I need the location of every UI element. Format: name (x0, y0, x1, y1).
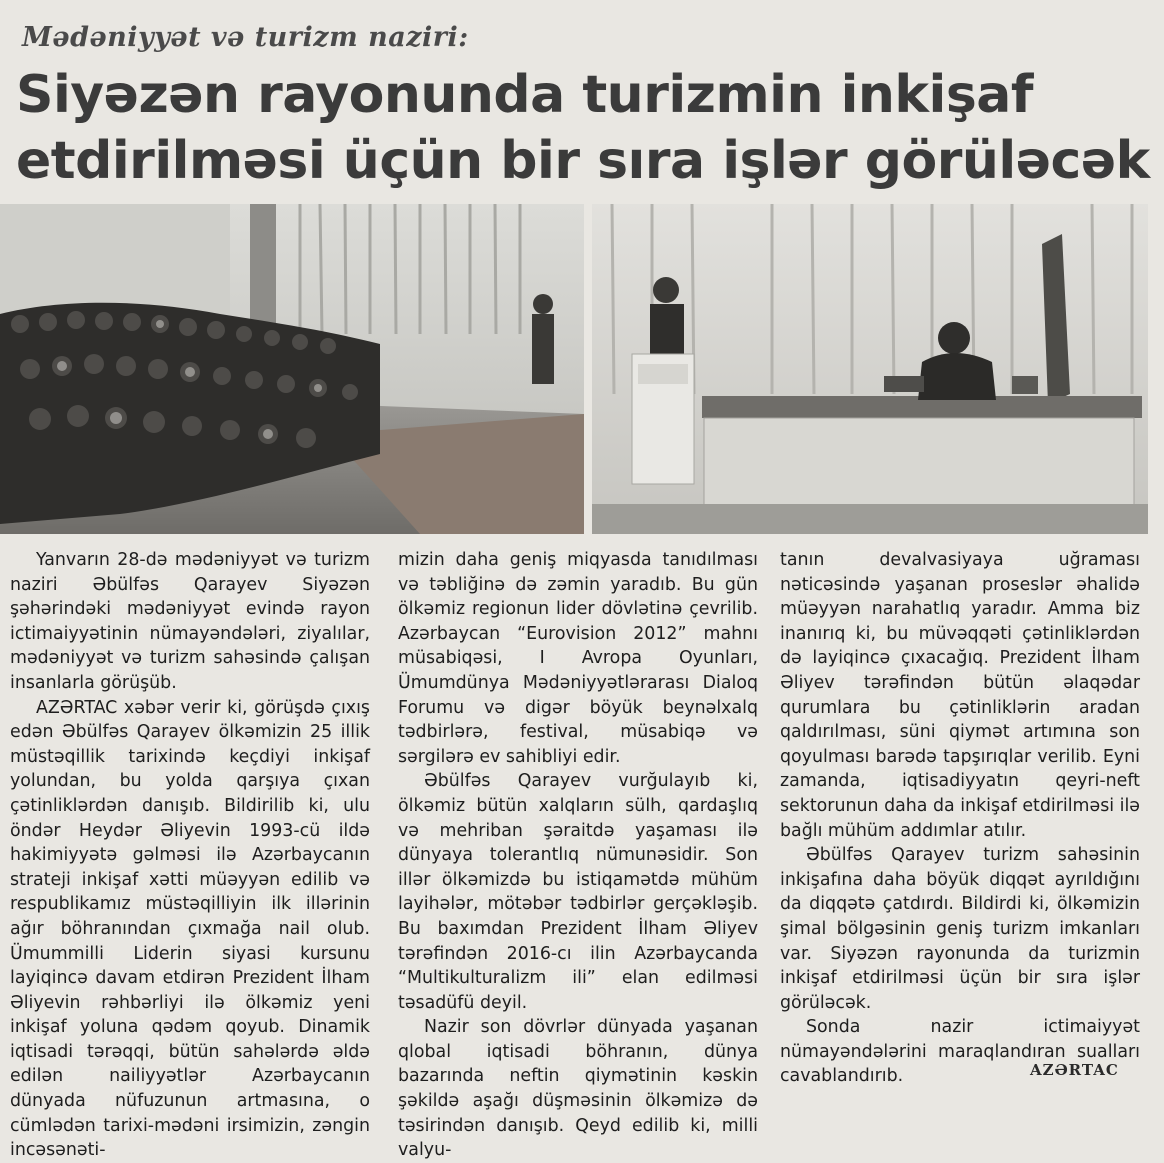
column-2-paragraph-3: Nazir son dövrlər dünyada yaşanan qlobal iqtisadi böhranın, dünya bazarında neftin qiymətinin kəskin şəkildə aşağı düşməsinin ölkəmizə də təsirindən danışıb. Qeyd edilib ki, milli valyu- (398, 1017, 758, 1161)
audience-photo-image (0, 204, 584, 534)
article-headline (16, 62, 1156, 194)
column-3-paragraph-2: Əbülfəs Qarayev turizm sahəsinin inkişafına daha böyük diqqət ayrıldığını da diqqətə çatdırdı. Bildirdi ki, ölkəmizin şimal bölgəsinin geniş turizm imkanları var. Siyəzən rayonunda da turizmin inkişaf etdirilməsi üçün bir sıra işlər görüləcək. (780, 845, 1140, 1013)
column-2-paragraph-1: mizin daha geniş miqyasda tanıdılması və təbliğinə də zəmin yaradıb. Bu gün ölkəmiz regionun lider dövlətinə çevrilib. Azərbaycan “Eurovision 2012” mahnı müsabiqəsi, I Avropa Oyunları, Ümumdünya Mədəniyyətlərarası Dialoq Forumu və digər böyük beynəlxalq tədbirlərə, festival, müsabiqə və sərgilərə ev sahibliyi edir. (398, 550, 758, 767)
column-1-paragraph-2: AZƏRTAC xəbər verir ki, görüşdə çıxış edən Əbülfəs Qarayev ölkəmizin 25 illik müstəqillik tarixində keçdiyi inkişaf yolundan, bu yolda qarşıya çıxan çətinliklərdən danışıb. Bildirilib ki, ulu öndər Heydər Əliyevin 1993-cü ildə hakimiyyətə gəlməsi ilə Azərbaycanın strateji inkişaf xətti müəyyən edilib və respublikamız müstəqilliyin ilk illərinin ağır böhranından çıxmağa nail olub. Ümummilli Liderin siyasi kursunu layiqincə davam etdirən Prezident İlham Əliyevin rəhbərliyi ilə ölkəmiz yeni inkişaf yoluna qədəm qoyub. Dinamik iqtisadi tərəqqi, bütün sahələrdə əldə edilən nailiyyətlər Azərbaycanın dünyada nüfuzunun artmasına, o cümlədən tarixi-mədəni irsimizin, zəngin incəsənəti- (10, 697, 370, 1161)
article-column-3 (780, 548, 1140, 1089)
article-column-1 (10, 548, 370, 1163)
column-1-paragraph-1: Yanvarın 28-də mədəniyyət və turizm naziri Əbülfəs Qarayev Siyəzən şəhərindəki mədəniyyət evində rayon ictimaiyyətinin nümayəndələri, ziyalılar, mədəniyyət və turizm sahəsində çalışan insanlarla görüşüb. (10, 550, 370, 693)
headline-line-1: Siyəzən rayonunda turizmin inkişaf (16, 65, 1033, 125)
column-3-paragraph-3: Sonda nazir ictimaiyyət nümayəndələrini maraqlandıran sualları cavablandırıb. (780, 1017, 1140, 1087)
column-2-paragraph-2: Əbülfəs Qarayev vurğulayıb ki, ölkəmiz bütün xalqların sülh, qardaşlıq və mehriban şəraitdə yaşaması ilə dünyaya tolerantlıq nümunəsidir. Son illər ölkəmizdə bu istiqamətdə mühüm layihələr, mötəbər tədbirlər gerçəkləşib. Bu baxımdan Prezident İlham Əliyev tərəfindən 2016-cı ilin Azərbaycanda “Multikulturalizm ili” elan edilməsi təsadüfü deyil. (398, 771, 758, 1013)
article-credit: AZƏRTAC (1030, 1061, 1119, 1079)
article-kicker: Mədəniyyət və turizm naziri: (22, 22, 469, 53)
article-column-2 (398, 548, 758, 1163)
audience-photo (0, 204, 584, 534)
headline-line-2: etdirilməsi üçün bir sıra işlər görüləcək (16, 131, 1150, 191)
column-3-paragraph-1: tanın devalvasiyaya uğraması nəticəsində yaşanan proseslər əhalidə müəyyən narahatlıq yaradır. Amma biz inanırıq ki, bu müvəqqəti çətinliklərdən də layiqincə çıxacağıq. Prezident İlham Əliyev tərəfindən bütün əlaqədar qurumlara bu çətinliklərin aradan qaldırılması, süni qiymət artımına son qoyulması barədə tapşırıqlar verilib. Eyni zamanda, iqtisadiyyatın qeyri-neft sektorunun daha da inkişaf etdirilməsi ilə bağlı mühüm addımlar atılır. (780, 550, 1140, 841)
speaker-podium-photo (592, 204, 1148, 534)
speaker-podium-image (592, 204, 1148, 534)
